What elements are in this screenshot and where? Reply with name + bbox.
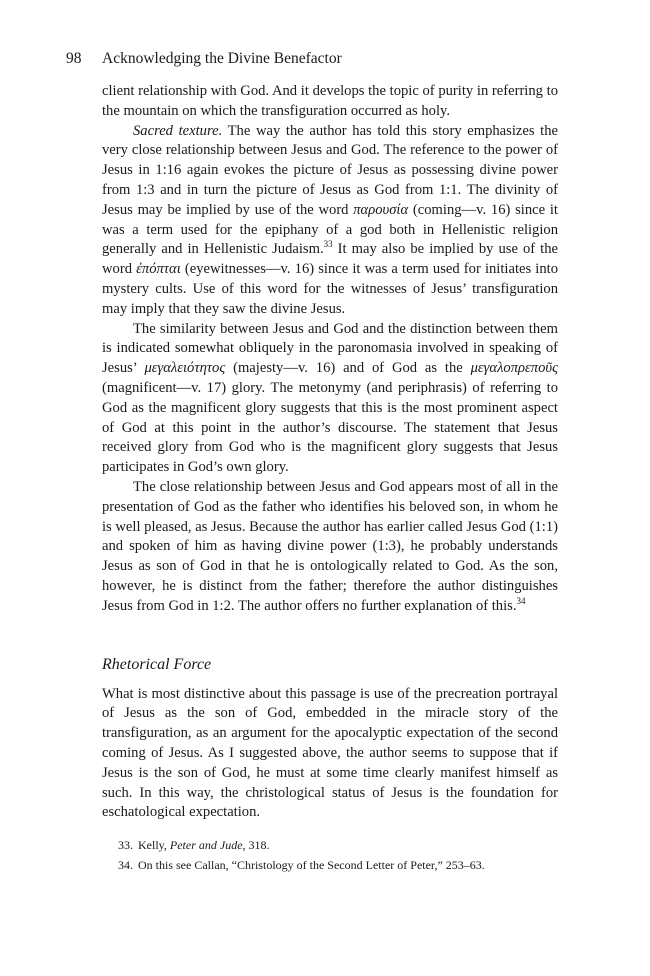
footnote-ref: 34 [516,595,526,606]
cited-title: Peter and Jude [169,838,243,853]
running-header [66,50,342,68]
paragraph: The close relationship between Jesus and God appears most of all in the presentation of God as the father who identifies his beloved son, in whom he is well pleased, as Jesus. Because the author has earlier called Jesus God (1:1) and spoken of him as having divine power (1:3), he probably understands Jesus as son of God in that he is ontologically related to God. As the son, however, he is distinct from the father; therefore the author distinguishes Jesus from God in 1:2. The author offers no further explanation of this.$^{34}$ [102,478,558,614]
section-heading: Rhetorical Force [102,655,212,673]
footnote-ref: 33 [323,239,333,250]
paragraph: client relationship with God. And it develops the topic of purity in referring to the mountain on which the transfiguration occurred as holy. [102,83,558,119]
greek-term: μεγαλειότητος [144,360,226,377]
paragraph-lead: Sacred texture. [133,122,223,139]
footnote: 34. On this see Callan, “Christology of the Second Letter of Peter,” 253–63. [118,857,485,872]
page-number: 98 [66,50,82,67]
greek-term: ἐπόπται [136,261,181,278]
running-title: Acknowledging the Divine Benefactor [102,50,342,67]
paragraph: The similarity between Jesus and God and the distinction between them is indicated somewhat obliquely in the paronomasia involved in speaking of Jesus’ μεγαλειότητος (majesty—v. 16) and of God as the μεγαλοπρεποῦς (magnificent—v. 17) glory. The metonymy (and periphrasis) of referring to God as the magnificent glory suggests that this is the most prominent aspect of God at this point in the author’s discourse. The statement that Jesus received glory from God who is the magnificent glory suggests that Jesus participates in God’s own glory. [102,320,558,476]
paragraph: Sacred texture. The way the author has told this story emphasizes the very close relationship between Jesus and God. The reference to the power of Jesus in 1:16 again evokes the picture of Jesus as possessing divine power from 1:3 and in turn the picture of Jesus as God from 1:1. The divinity of Jesus may be implied by use of the word παρουσία (coming—v. 16) since it was a term used for the epiphany of a god both in Hellenistic religion generally and in Hellenistic Judaism.$^{33}$ It may also be implied by use of the word ἐπόπται (eyewitnesses—v. 16) since it was a term used for initiates into mystery cults. Use of this word for the witnesses of Jesus’ transfiguration may imply that they saw the divine Jesus. [102,122,559,317]
paragraph: What is most distinctive about this passage is use of the precreation portrayal of Jesus as the son of God, embedded in the miracle story of the transfiguration, as an argument for the apocalyptic expectation of the second coming of Jesus. As I suggested above, the author seems to suppose that if Jesus is the son of God, he must at some time clearly manifest himself as such. In this way, the christological status of Jesus is the foundation for eschatological expectation. [102,685,558,821]
footnote: 33. Kelly, Peter and Jude, 318. [118,838,270,853]
greek-term: μεγαλοπρεποῦς [470,360,558,377]
footnotes [102,836,558,875]
main-text [102,82,558,875]
greek-term: παρουσία [353,201,409,218]
